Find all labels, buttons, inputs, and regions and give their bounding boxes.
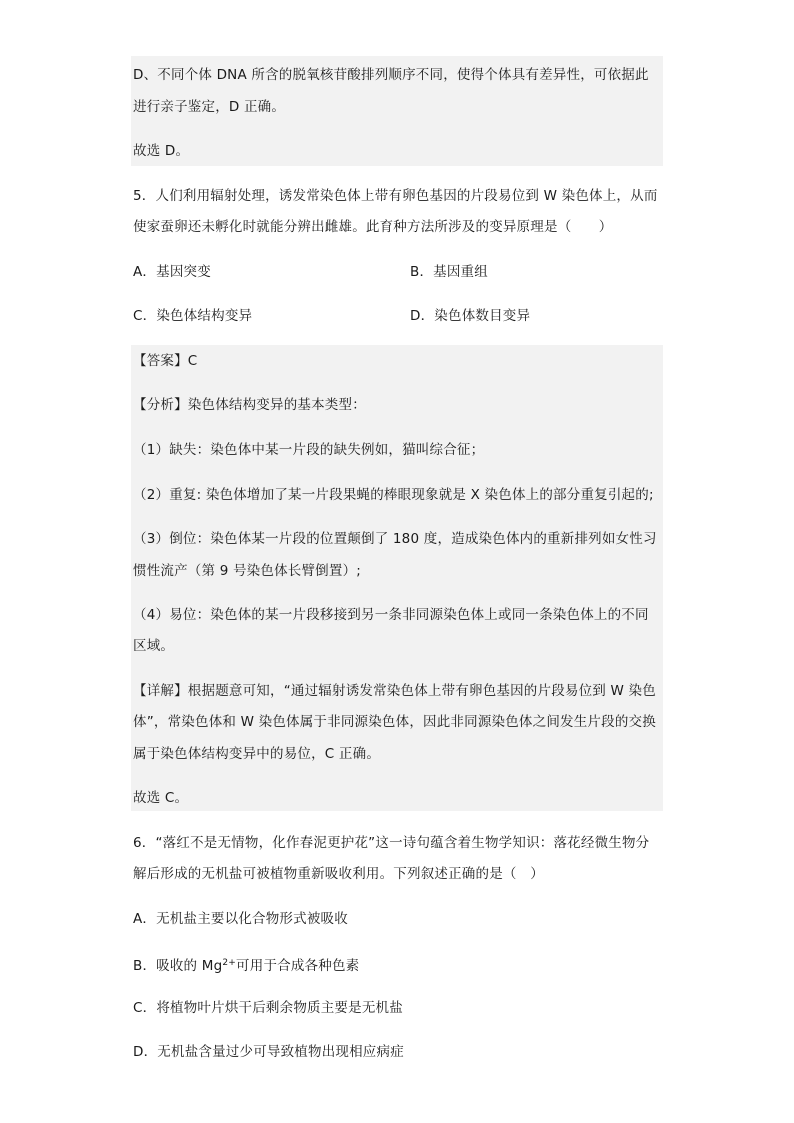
q5-point2: （2）重复: 染色体增加了某一片段果蝇的棒眼现象就是 X 染色体上的部分重复引起的; <box>133 487 654 503</box>
q5-point3-line1: （3）倒位：染色体某一片段的位置颠倒了 180 度，造成染色体内的重新排列如女性习 <box>133 531 657 547</box>
prev-option-d-line1: D、不同个体 DNA 所含的脱氧核苷酸排列顺序不同，使得个体具有差异性，可依据此 <box>133 67 649 83</box>
q6-option-b-post: 可用于合成各种色素 <box>236 958 360 974</box>
q5-analysis-title: 【分析】染色体结构变异的基本类型： <box>133 397 366 413</box>
q5-option-b: B．基因重组 <box>410 264 488 280</box>
q6-stem-line2: 解后形成的无机盐可被植物重新吸收利用。下列叙述正确的是（ ） <box>133 866 544 882</box>
q5-detail-line1: 【详解】根据题意可知，“通过辐射诱发常染色体上带有卵色基因的片段易位到 W 染色 <box>133 683 656 699</box>
q5-stem-line1: 5．人们利用辐射处理，诱发常染色体上带有卵色基因的片段易位到 W 染色体上，从而 <box>133 188 658 204</box>
q5-option-d: D．染色体数目变异 <box>410 308 531 324</box>
q5-point1: （1）缺失：染色体中某一片段的缺失例如，猫叫综合征； <box>133 442 485 458</box>
prev-option-d-line2: 进行亲子鉴定，D 正确。 <box>133 99 286 115</box>
q6-stem-line1: 6．“落红不是无情物，化作春泥更护花”这一诗句蕴含着生物学知识：落花经微生物分 <box>133 835 650 851</box>
q6-option-c: C．将植物叶片烘干后剩余物质主要是无机盐 <box>133 1000 403 1016</box>
q5-detail-line3: 属于染色体结构变异中的易位，C 正确。 <box>133 746 381 762</box>
q5-detail-line2: 体”，常染色体和 W 染色体属于非同源染色体，因此非同源染色体之间发生片段的交换 <box>133 714 656 730</box>
q6-option-b-sup: 2+ <box>222 958 237 968</box>
q5-point4-line1: （4）易位：染色体的某一片段移接到另一条非同源染色体上或同一条染色体上的不同 <box>133 607 649 623</box>
q5-answer: 【答案】C <box>133 353 198 369</box>
q6-option-a: A．无机盐主要以化合物形式被吸收 <box>133 911 348 927</box>
q5-option-c: C．染色体结构变异 <box>133 308 253 324</box>
q5-point3-line2: 惯性流产（第 9 号染色体长臂倒置）; <box>133 563 362 579</box>
q6-option-b-pre: B．吸收的 Mg <box>133 958 223 974</box>
q5-option-a: A．基因突变 <box>133 264 211 280</box>
q5-stem-line2: 使家蚕卵还未孵化时就能分辨出雌雄。此育种方法所涉及的变异原理是（ ） <box>133 219 613 235</box>
q5-point4-line2: 区域。 <box>133 638 175 654</box>
q6-option-b <box>133 953 359 976</box>
prev-conclusion: 故选 D。 <box>133 143 190 159</box>
q6-option-d: D．无机盐含量过少可导致植物出现相应病症 <box>133 1044 404 1060</box>
q5-conclusion: 故选 C。 <box>133 790 189 806</box>
